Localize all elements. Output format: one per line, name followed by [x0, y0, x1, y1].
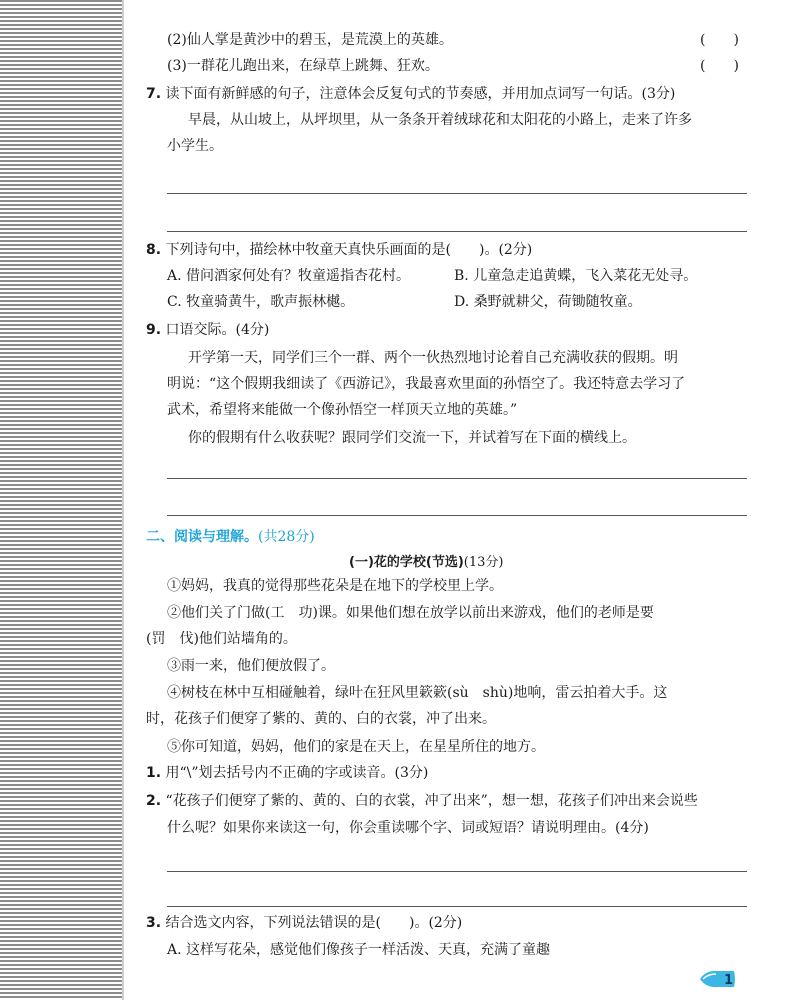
answer-line [167, 515, 747, 516]
sub-question-2 [146, 791, 698, 811]
q9-paragraph-line-1: 开学第一天，同学们三个一群、两个一伙热烈地讨论着自己充满收获的假期。明 [188, 350, 678, 366]
q7-quote-line-2: 小学生。 [167, 138, 223, 154]
section-title: 二、阅读与理解。 [146, 529, 258, 545]
passage-paragraph-3: ③雨一来，他们便放假了。 [167, 658, 335, 674]
sub-question-3 [146, 913, 462, 933]
sub-question-2-line-2: 什么呢？如果你来读这一句，你会重读哪个字、词或短语？请说明理由。(4分) [167, 820, 649, 836]
q9-prompt: 你的假期有什么收获呢？跟同学们交流一下，并试着写在下面的横线上。 [188, 430, 636, 446]
answer-line [167, 231, 747, 232]
passage-paragraph-2-line-1: ②他们关了门做(工 功)课。如果他们想在放学以前出来游戏，他们的老师是要 [167, 605, 654, 621]
answer-paren: ( ) [700, 32, 739, 48]
question-number: 3. [146, 915, 162, 931]
sub-question-3-option-a: A. 这样写花朵，感觉他们像孩子一样活泼、天真，充满了童趣 [167, 942, 551, 958]
page-number-badge [698, 968, 738, 990]
question-8 [146, 240, 532, 260]
question-9 [146, 320, 269, 340]
question-number: 1. [146, 765, 162, 781]
passage-title [349, 551, 503, 570]
q8-option-c: C. 牧童骑黄牛，歌声振林樾。 [167, 294, 355, 310]
answer-line [167, 871, 747, 872]
answer-line [167, 478, 747, 479]
page-number: 1 [724, 973, 734, 988]
q8-option-a: A. 借问酒家何处有？牧童遥指杏花村。 [167, 268, 411, 284]
question-text: 下列诗句中，描绘林中牧童天真快乐画面的是( )。(2分) [165, 242, 533, 258]
question-number: 9. [146, 322, 162, 338]
section-points: (共28分) [258, 529, 315, 545]
question-number: 2. [146, 793, 162, 809]
passage-paragraph-4-line-1: ④树枝在林中互相碰触着，绿叶在狂风里簌簌(sù shù)地响，雷云拍着大手。这 [167, 685, 668, 701]
q8-option-b: B. 儿童急走追黄蝶，飞入菜花无处寻。 [454, 268, 698, 284]
answer-line [167, 193, 747, 194]
passage-paragraph-5: ⑤你可知道，妈妈，他们的家是在天上，在星星所住的地方。 [167, 739, 545, 755]
answer-paren: ( ) [700, 58, 739, 74]
passage-title-text: (一)花的学校(节选) [349, 555, 464, 570]
question-text: 口语交际。(4分) [165, 322, 270, 338]
q6-item-3: (3)一群花儿跑出来，在绿草上跳舞、狂欢。 [167, 58, 439, 74]
question-text: “花孩子们便穿了紫的、黄的、白的衣裳，冲了出来”，想一想，花孩子们冲出来会说些 [165, 793, 698, 809]
question-number: 8. [146, 242, 162, 258]
q8-option-d: D. 桑野就耕父，荷锄随牧童。 [454, 294, 642, 310]
page-content [124, 0, 790, 1000]
sub-question-1 [146, 763, 428, 783]
question-7 [146, 84, 675, 104]
question-text: 读下面有新鲜感的句子，注意体会反复句式的节奏感，并用加点词写一句话。(3分) [165, 86, 676, 102]
q6-item-2: (2)仙人掌是黄沙中的碧玉，是荒漠上的英雄。 [167, 32, 453, 48]
question-text: 用“\”划去括号内不正确的字或读音。(3分) [165, 765, 429, 781]
passage-paragraph-2-line-2: (罚 伐)他们站墙角的。 [146, 631, 297, 647]
question-number: 7. [146, 86, 162, 102]
q7-quote-line-1: 早晨，从山坡上，从坪坝里，从一条条开着绒球花和太阳花的小路上，走来了许多 [188, 112, 692, 128]
answer-line [167, 906, 747, 907]
question-text: 结合选文内容，下列说法错误的是( )。(2分) [165, 915, 463, 931]
q9-paragraph-line-2: 明说：“这个假期我细读了《西游记》，我最喜欢里面的孙悟空了。我还特意去学习了 [167, 376, 686, 392]
passage-points: (13分) [463, 555, 504, 570]
passage-paragraph-4-line-2: 时，花孩子们便穿了紫的、黄的、白的衣裳，冲了出来。 [146, 711, 496, 727]
passage-paragraph-1: ①妈妈，我真的觉得那些花朵是在地下的学校里上学。 [167, 578, 503, 594]
q9-paragraph-line-3: 武术，希望将来能做一个像孙悟空一样顶天立地的英雄。” [167, 402, 518, 418]
section-heading [146, 526, 315, 546]
margin-stripes [0, 0, 122, 1000]
